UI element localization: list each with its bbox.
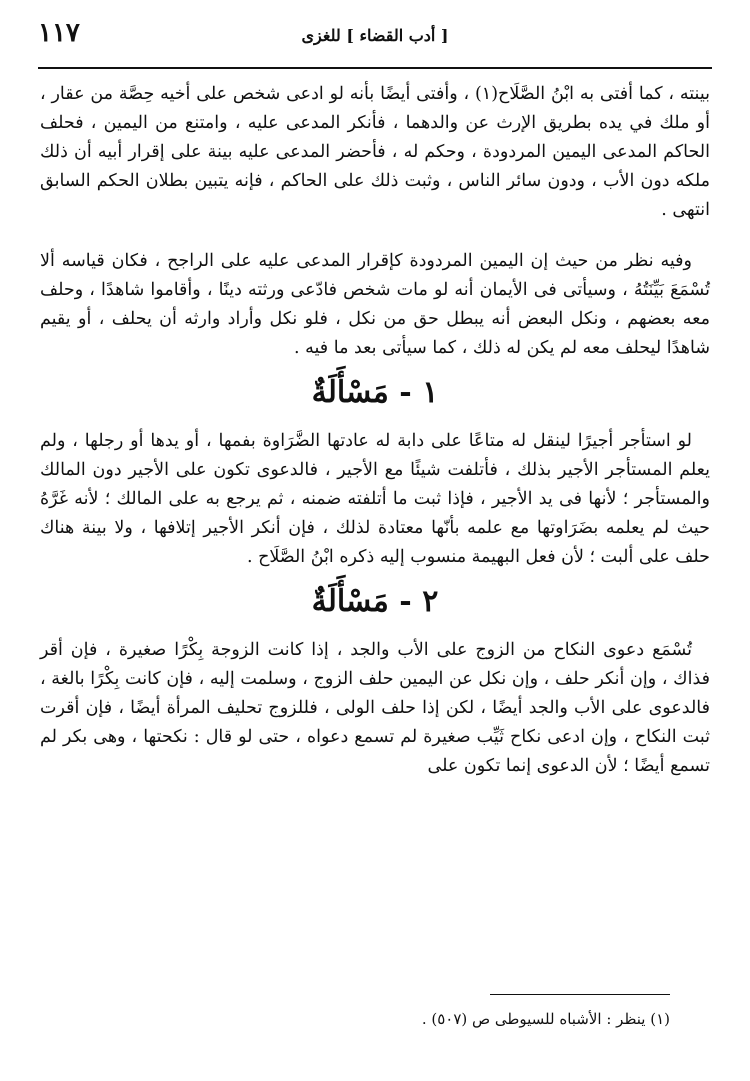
footnote: (١) ينظر : الأشباه للسيوطى ص (٥٠٧) .: [421, 1010, 670, 1028]
page-header: [38, 14, 712, 60]
page-number: ١١٧: [38, 18, 80, 48]
header-rule: [38, 67, 712, 69]
body-text: [40, 80, 710, 781]
paragraph-4: تُسْمَع دعوى النكاح من الزوج على الأب والجد ، إذا كانت الزوجة بِكْرًا صغيرة ، فإن أقر فذاك ، وإن أنكر حلف ، وإن نكل عن اليمين حلف الزوج ، وسلمت إليه ، فإن كانت بِكْرًا بالغة ، فالدعوى على الأب والجد أيضًا ، لكن إذا حلف الولى ، فللزوج تحليف المرأة أيضًا ، فإن أقرت ثبت النكاح ، وإن ادعى نكاح ثَيِّب صغيرة لم تسمع دعواه ، حتى لو قال : نكحتها ، وهى بكر لم تسمع أيضًا ؛ لأن الدعوى إنما تكون على: [40, 640, 710, 776]
section-heading-2: ٢ - مَسْأَلَةٌ: [311, 584, 439, 619]
running-title: [ أدب القضاء ] للغزى: [301, 26, 449, 45]
section-heading-1: ١ - مَسْأَلَةٌ: [311, 375, 439, 410]
paragraph-3: لو استأجر أجيرًا لينقل له متاعًا على دابة له عادتها الضَّرَاوة بفمها ، أو يدها أو رجلها ، ولم يعلم المستأجر الأجير بذلك ، فأتلفت شيئًا مع الأجير ، فالدعوى تكون على الأجير دون المالك والمستأجر ؛ لأنها فى يد الأجير ، فإذا ثبت ما أتلفته ضمنه ، ثم يرجع به على المالك ؛ لأنه غَرَّهُ حيث لم يعلمه بضَرَاوتها مع علمه بأنّها معتادة لذلك ، فإن أنكر الأجير إتلافها ، ولا بينة هناك حلف على ألبت ؛ لأن فعل البهيمة منسوب إليه ذكره ابْنُ الصَّلَاح .: [40, 431, 710, 567]
footnote-rule: [490, 994, 670, 995]
paragraph-1: بينته ، كما أفتى به ابْنُ الصَّلَاح(١) ، وأفتى أيضًا بأنه لو ادعى شخص على أخيه حِصَّة من عقار ، أو ملك في يده بطريق الإرث عن والدهما ، فأنكر المدعى عليه ، وامتنع من اليمين ، فحلف الحاكم المدعى اليمين المردودة ، وحكم له ، فأحضر المدعى عليه بينة على إقرار أبيه أن ذلك ملكه دون الأب ، ودون سائر الناس ، وثبت ذلك على الحاكم ، فإنه يتبين بطلان الحكم السابق انتهى .: [40, 84, 710, 220]
paragraph-2: وفيه نظر من حيث إن اليمين المردودة كإقرار المدعى عليه على الراجح ، فكان قياسه ألا تُسْمَعَ بَيِّنَتُهُ ، وسيأتى فى الأيمان أنه لو مات شخص فادّعى ورثته دينًا ، وأقاموا شاهدًا ، وحلف معه بعضهم ، ونكل البعض أنه يبطل حق من نكل ، فلو نكل وأراد وارثه أن يحلف ، أو يقيم شاهدًا ليحلف معه لم يكن له ذلك ، كما سيأتى بعد ما فيه .: [40, 251, 710, 358]
